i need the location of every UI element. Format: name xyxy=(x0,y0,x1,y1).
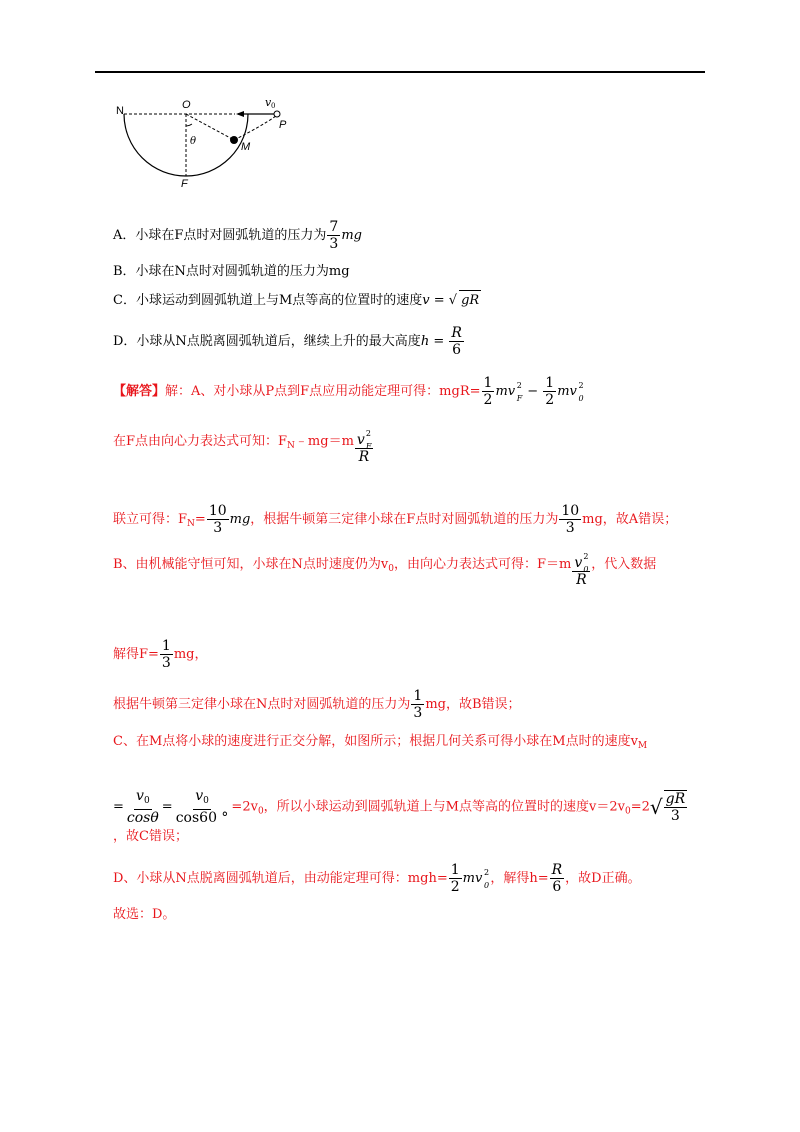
option-b-text: B．小球在N点时对圆弧轨道的压力为mg xyxy=(113,264,350,279)
option-a-mg: mg xyxy=(341,228,362,243)
solution-line-9: ，故C错误； xyxy=(113,829,188,844)
option-a xyxy=(113,219,362,252)
header-rule xyxy=(95,71,705,73)
solution-line-4: B、由机械能守恒可知，小球在N点时速度仍为$v_0$，由向心力表达式可得：F＝m v 2 0 R ，代入数据 xyxy=(113,552,657,588)
ball-p xyxy=(274,111,280,117)
label-theta: θ xyxy=(190,136,197,147)
label-m: M xyxy=(241,141,251,153)
option-a-fraction: $\frac{7}{3}$ xyxy=(329,219,339,252)
option-d-fraction: $\frac{R}{6}$ xyxy=(451,325,462,358)
option-a-text: A．小球在F点时对圆弧轨道的压力为 xyxy=(113,228,327,243)
label-v0: v xyxy=(265,96,272,109)
option-b xyxy=(113,262,350,282)
physics-figure xyxy=(110,92,300,192)
option-c-text: C．小球运动到圆弧轨道上与M点等高的位置时的速度 xyxy=(113,293,423,308)
solution-tag: 【解答】 xyxy=(113,384,166,399)
solution-line-5: 解得F= $\frac{1}{3}$ mg， xyxy=(113,638,208,671)
trajectory xyxy=(234,116,276,140)
solution-line-6: 根据牛顿第三定律小球在N点时对圆弧轨道的压力为 $\frac{1}{3}$ mg，故B错误； xyxy=(113,688,521,721)
label-v0-sub: 0 xyxy=(271,102,276,110)
option-c-radical: gR xyxy=(459,290,481,311)
label-p: P xyxy=(279,119,287,131)
solution-line-11: 故选：D。 xyxy=(113,907,176,922)
ball-m xyxy=(230,136,238,144)
arrow-head-icon xyxy=(236,111,244,117)
label-f: F xyxy=(181,178,188,190)
label-n: N xyxy=(116,105,124,117)
label-o: O xyxy=(182,99,191,111)
option-c: C．小球运动到圆弧轨道上与M点等高的位置时的速度v = √ gR xyxy=(113,290,481,311)
option-d-text: D．小球从N点脱离圆弧轨道后，继续上升的最大高度 xyxy=(113,334,421,349)
option-d: D．小球从N点脱离圆弧轨道后，继续上升的最大高度h = $\frac{R}{6}$ xyxy=(113,325,462,358)
solution-line-8: = $\frac{v_0}{\cos\theta}$ = $\frac{v_0}{\cos 60 ^\circ}$ $=2v_0$，所以小球运动到圆弧轨道上与M点等高的位置时的速度$v=2v_0=2√$ $\frac{gR}{3}$ xyxy=(113,788,686,826)
solution-line-1: 【解答】解：A、对小球从P点到F点应用动能定理可得：mgR= $\frac{1}{2}$ mv 2 F − $\frac{1}{2}$ mv 2 0 xyxy=(113,375,584,408)
solution-line-10: D、小球从N点脱离圆弧轨道后，由动能定理可得：mgh= $\frac{1}{2}$ mv 2 0 ，解得h= $\frac{R}{6}$ ，故D正确。 xyxy=(113,862,641,895)
theta-arc xyxy=(186,124,192,126)
solution-line-3: 联立可得：$F_N=$ $\frac{10}{3}$ mg，根据牛顿第三定律小球在F点时对圆弧轨道的压力为 $\frac{10}{3}$ mg，故A错误； xyxy=(113,503,678,536)
solution-line-7: C、在M点将小球的速度进行正交分解，如图所示；根据几何关系可得小球在M点时的速度$v_M$ xyxy=(113,734,648,751)
solution-line-2: 在F点由向心力表达式可知：$F_N﹣mg=m$ v 2 F R xyxy=(113,429,372,465)
